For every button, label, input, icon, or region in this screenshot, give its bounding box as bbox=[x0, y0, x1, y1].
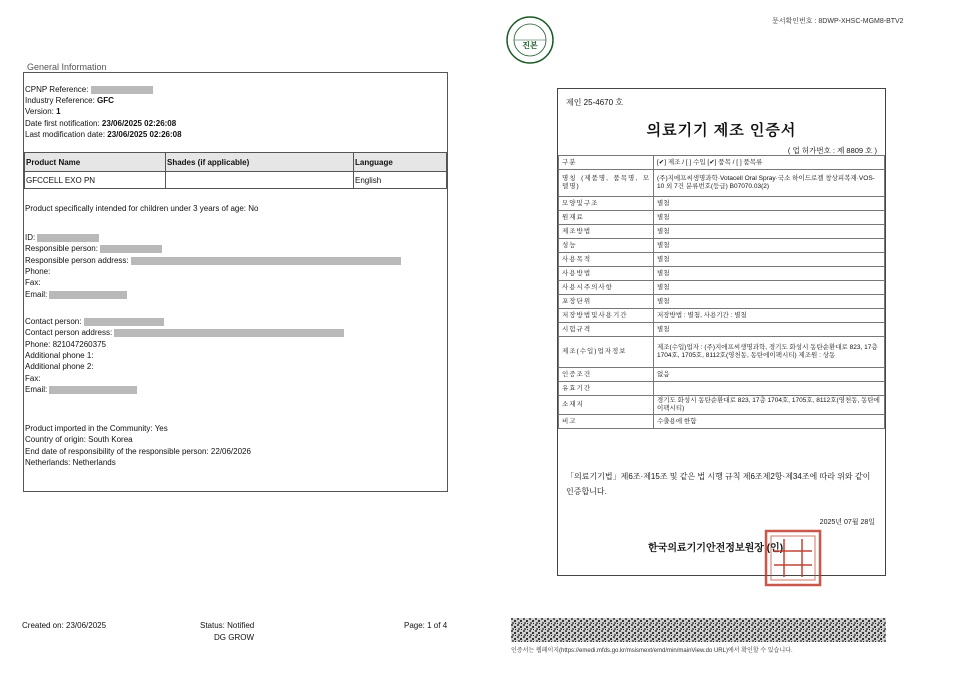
contact-phone: Phone: 821047260375 bbox=[25, 340, 106, 349]
contact-email: Email: bbox=[25, 385, 137, 395]
certificate-title: 의료기기 제조 인증서 bbox=[646, 122, 797, 139]
certificate-table bbox=[558, 155, 885, 429]
table-row: 성능 별첨 bbox=[559, 239, 885, 253]
authenticity-seal-icon bbox=[505, 15, 555, 65]
general-info-box bbox=[23, 72, 448, 492]
table-row: 제조(수입)업자정보 제조(수입)업자 : (주)지에프씨생명과학, 경기도 화성시 동탄순환대로 823, 17층 1704호, 1705호, 8112호(영천동, 동탄에이팩시티) 제조원 : 상동 bbox=[559, 337, 885, 368]
table-row: 사용목적 별첨 bbox=[559, 253, 885, 267]
header-product-name: Product Name bbox=[25, 153, 166, 172]
license-number: ( 업 허가번호 : 제 8809 호 ) bbox=[787, 146, 877, 155]
last-modification: Last modification date: 23/06/2025 02:26:08 bbox=[25, 130, 182, 139]
table-row: 원재료 별첨 bbox=[559, 211, 885, 225]
table-row: 모양및구조 별첨 bbox=[559, 197, 885, 211]
table-row: 인증조건 없음 bbox=[559, 368, 885, 382]
fax-line: Fax: bbox=[25, 278, 41, 287]
product-table bbox=[24, 152, 447, 189]
cell-product-name: GFCCELL EXO PN bbox=[25, 172, 166, 189]
cell-language: English bbox=[354, 172, 447, 189]
official-stamp-icon bbox=[764, 529, 822, 587]
cpnp-reference: CPNP Reference: bbox=[25, 85, 153, 95]
contact-person: Contact person: bbox=[25, 317, 164, 327]
table-row: 명칭 (제품명, 품목명, 모델명) (주)지에프씨생명과학·Votacell Oral Spray·국소 하이드로겔 창상피복재·VOS-10 외 7건 분류번호(등급) B07070.03(2) bbox=[559, 170, 885, 197]
email-line: Email: bbox=[25, 290, 127, 300]
verification-note: 인증서는 웹페이지(https://emedi.mfds.go.kr/msismext/emd/min/mainView.do URL)에서 확인할 수 있습니다. bbox=[511, 648, 793, 654]
header-language: Language bbox=[354, 153, 447, 172]
certificate bbox=[557, 88, 886, 576]
children-line: Product specifically intended for children under 3 years of age: No bbox=[25, 204, 259, 213]
certificate-date: 2025년 07월 28일 bbox=[819, 519, 875, 526]
footer-page: Page: 1 of 4 bbox=[404, 621, 448, 630]
table-row: 시험규격 별첨 bbox=[559, 323, 885, 337]
footer-dg: DG GROW bbox=[214, 633, 254, 642]
barcode-icon bbox=[511, 618, 886, 642]
responsible-address: Responsible person address: bbox=[25, 256, 401, 266]
table-row: 비고 수출용에 한함 bbox=[559, 415, 885, 429]
end-date-line: End date of responsibility of the responsible person: 22/06/2026 bbox=[25, 447, 251, 456]
table-row: 포장단위 별첨 bbox=[559, 295, 885, 309]
header-shades: Shades (if applicable) bbox=[166, 153, 354, 172]
origin-line: Country of origin: South Korea bbox=[25, 435, 133, 444]
table-row: 소재지 경기도 화성시 동탄순환대로 823, 17층 1704호, 1705호, 8112호(영천동, 동탄에이팩시티) bbox=[559, 396, 885, 415]
table-row: 구분 [✔] 제조 / [ ] 수입 [✔] 품목 / [ ] 품목류 bbox=[559, 156, 885, 170]
additional-phone-2: Additional phone 2: bbox=[25, 362, 94, 371]
table-row: 제조방법 별첨 bbox=[559, 225, 885, 239]
industry-reference: Industry Reference: GFC bbox=[25, 96, 114, 105]
footer-created: Created on: 23/06/2025 bbox=[22, 621, 107, 630]
contact-fax: Fax: bbox=[25, 374, 41, 383]
table-row: 유효기간 bbox=[559, 382, 885, 396]
footer-status: Status: Notified bbox=[200, 621, 255, 630]
imported-line: Product imported in the Community: Yes bbox=[25, 424, 168, 433]
seal-text: 진본 bbox=[522, 41, 538, 50]
version: Version: 1 bbox=[25, 107, 61, 116]
id-line: ID: bbox=[25, 233, 99, 243]
responsible-person: Responsible person: bbox=[25, 244, 162, 254]
table-row: 사용시주의사항 별첨 bbox=[559, 281, 885, 295]
table-row: 저장방법및사용기간 저장방법 : 별첨, 사용기간 : 별첨 bbox=[559, 309, 885, 323]
issuing-organization: 한국의료기기안전정보원장 (인) bbox=[648, 543, 784, 554]
certificate-statement: 「의료기기법」제6조·제15조 및 같은 법 시행 규칙 제6조제2항·제34조에 따라 위와 같이 인증합니다. bbox=[566, 472, 871, 496]
document-number: 문서확인번호 : 8DWP-XHSC-MGM8-BTV2 bbox=[772, 18, 904, 25]
first-notification: Date first notification: 23/06/2025 02:26:08 bbox=[25, 119, 177, 128]
table-row: 사용방법 별첨 bbox=[559, 267, 885, 281]
additional-phone-1: Additional phone 1: bbox=[25, 351, 94, 360]
cell-shades bbox=[166, 172, 354, 189]
contact-address: Contact person address: bbox=[25, 328, 344, 338]
section-title: General Information bbox=[27, 62, 107, 72]
table-row bbox=[25, 172, 447, 189]
certificate-number: 제인 25-4670 호 bbox=[566, 98, 623, 107]
netherlands-line: Netherlands: Netherlands bbox=[25, 458, 116, 467]
phone-line: Phone: bbox=[25, 267, 51, 276]
